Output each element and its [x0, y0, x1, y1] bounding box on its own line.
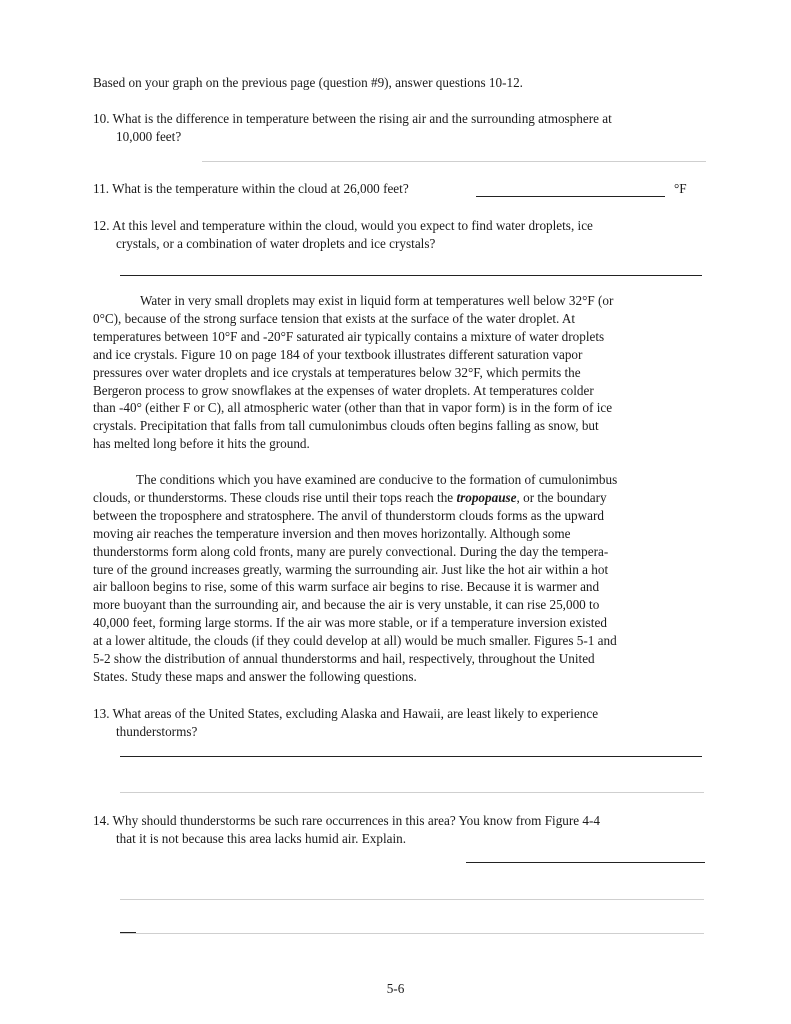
question-13: [93, 705, 713, 741]
question-14-answer-line-1[interactable]: [466, 862, 705, 863]
question-14-line-2: that it is not because this area lacks humid air. Explain.: [116, 830, 407, 846]
question-13-number: 13.: [93, 706, 110, 721]
question-11-text: What is the temperature within the cloud at 26,000 feet?: [112, 181, 409, 196]
question-14-answer-line-3[interactable]: [120, 933, 704, 934]
question-10-text: What is the difference in temperature between the rising air and the surrounding atmosphere at: [112, 111, 612, 126]
question-11-number: 11.: [93, 181, 109, 196]
paragraph-2-line: between the troposphere and stratosphere. The anvil of thunderstorm clouds forms as the upward: [93, 507, 604, 523]
paragraph-2-line: air balloon begins to rise, some of this warm surface air begins to rise. Because it is warmer and: [93, 579, 600, 595]
question-13-answer-line-2[interactable]: [120, 792, 704, 793]
paragraph-2-line: The conditions which you have examined are conducive to the formation of cumulonimbus: [136, 472, 618, 487]
paragraph-2-line: States. Study these maps and answer the following questions.: [93, 668, 417, 684]
paragraph-2-line: 40,000 feet, forming large storms. If the air was more stable, or if a temperature inversion existed: [93, 615, 607, 631]
tropopause-term: tropopause: [456, 489, 517, 505]
paragraph-2-line: at a lower altitude, the clouds (if they could develop at all) would be much smaller. Figures 5-1 and: [93, 633, 617, 649]
question-13-line-2: thunderstorms?: [116, 723, 198, 739]
question-14-line-1: [93, 812, 713, 830]
question-10: [93, 110, 713, 146]
paragraph-2-line: moving air reaches the temperature inversion and then moves horizontally. Although some: [93, 525, 571, 541]
paragraph-2-line: ture of the ground increases greatly, warming the surrounding air. Just like the hot air within a hot: [93, 561, 609, 577]
question-12-line-1: [93, 217, 713, 235]
paragraph-thunderstorms: [93, 471, 713, 686]
question-10-answer-line[interactable]: [202, 161, 706, 162]
paragraph-2-line: thunderstorms form along cold fronts, many are purely convectional. During the day the tempera-: [93, 543, 609, 559]
paragraph-supercooled-water: [93, 292, 713, 453]
question-10-line-2: 10,000 feet?: [116, 128, 182, 144]
question-14: [93, 812, 713, 848]
paragraph-2-line: 5-2 show the distribution of annual thunderstorms and hail, respectively, throughout the United: [93, 651, 595, 667]
paragraph-1-line: Water in very small droplets may exist in liquid form at temperatures well below 32°F (or: [140, 293, 614, 308]
question-12-line-2: crystals, or a combination of water droplets and ice crystals?: [116, 235, 436, 251]
question-14-text: Why should thunderstorms be such rare occurrences in this area? You know from Figure 4-4: [112, 813, 600, 828]
question-13-text: What areas of the United States, excluding Alaska and Hawaii, are least likely to experience: [112, 706, 599, 721]
question-11-unit: °F: [674, 181, 687, 196]
paragraph-1-line: than -40° (either F or C), all atmospheric water (other than that in vapor form) is in the form of ice: [93, 400, 613, 416]
paragraph-2-line-2-end: , or the boundary: [516, 489, 607, 505]
paragraph-2-line-with-term: [93, 489, 713, 507]
question-11-answer-line[interactable]: [476, 196, 665, 197]
intro-text: Based on your graph on the previous page (question #9), answer questions 10-12.: [93, 75, 523, 90]
question-14-answer-line-2[interactable]: [120, 899, 704, 900]
question-12-number: 12.: [93, 218, 110, 233]
paragraph-1-line: crystals. Precipitation that falls from tall cumulonimbus clouds often begins falling as snow, but: [93, 418, 599, 434]
paragraph-2-line: more buoyant than the surrounding air, and because the air is very unstable, it can rise 25,000 to: [93, 597, 600, 613]
question-13-answer-line-1[interactable]: [120, 756, 702, 757]
stray-dash-mark: [120, 932, 136, 933]
paragraph-2-line-2-start: clouds, or thunderstorms. These clouds rise until their tops reach the: [93, 489, 457, 505]
question-12: [93, 217, 713, 253]
question-14-number: 14.: [93, 813, 110, 828]
question-13-line-1: [93, 705, 713, 723]
paragraph-1-line: has melted long before it hits the ground.: [93, 436, 310, 452]
paragraph-1-line: Bergeron process to grow snowflakes at the expenses of water droplets. At temperatures colder: [93, 382, 594, 398]
question-10-line-1: [93, 110, 713, 128]
paragraph-1-line: pressures over water droplets and ice crystals at temperatures below 32°F, which permits the: [93, 364, 581, 380]
paragraph-1-line: 0°C), because of the strong surface tension that exists at the surface of the water droplet. At: [93, 310, 576, 326]
paragraph-1-line: temperatures between 10°F and -20°F saturated air typically contains a mixture of water droplets: [93, 328, 605, 344]
question-12-text: At this level and temperature within the cloud, would you expect to find water droplets, ice: [112, 218, 593, 233]
question-12-answer-line[interactable]: [120, 275, 702, 276]
page-number: 5-6: [386, 981, 405, 996]
paragraph-1-line: and ice crystals. Figure 10 on page 184 of your textbook illustrates different saturation vapor: [93, 346, 583, 362]
question-10-number: 10.: [93, 111, 110, 126]
